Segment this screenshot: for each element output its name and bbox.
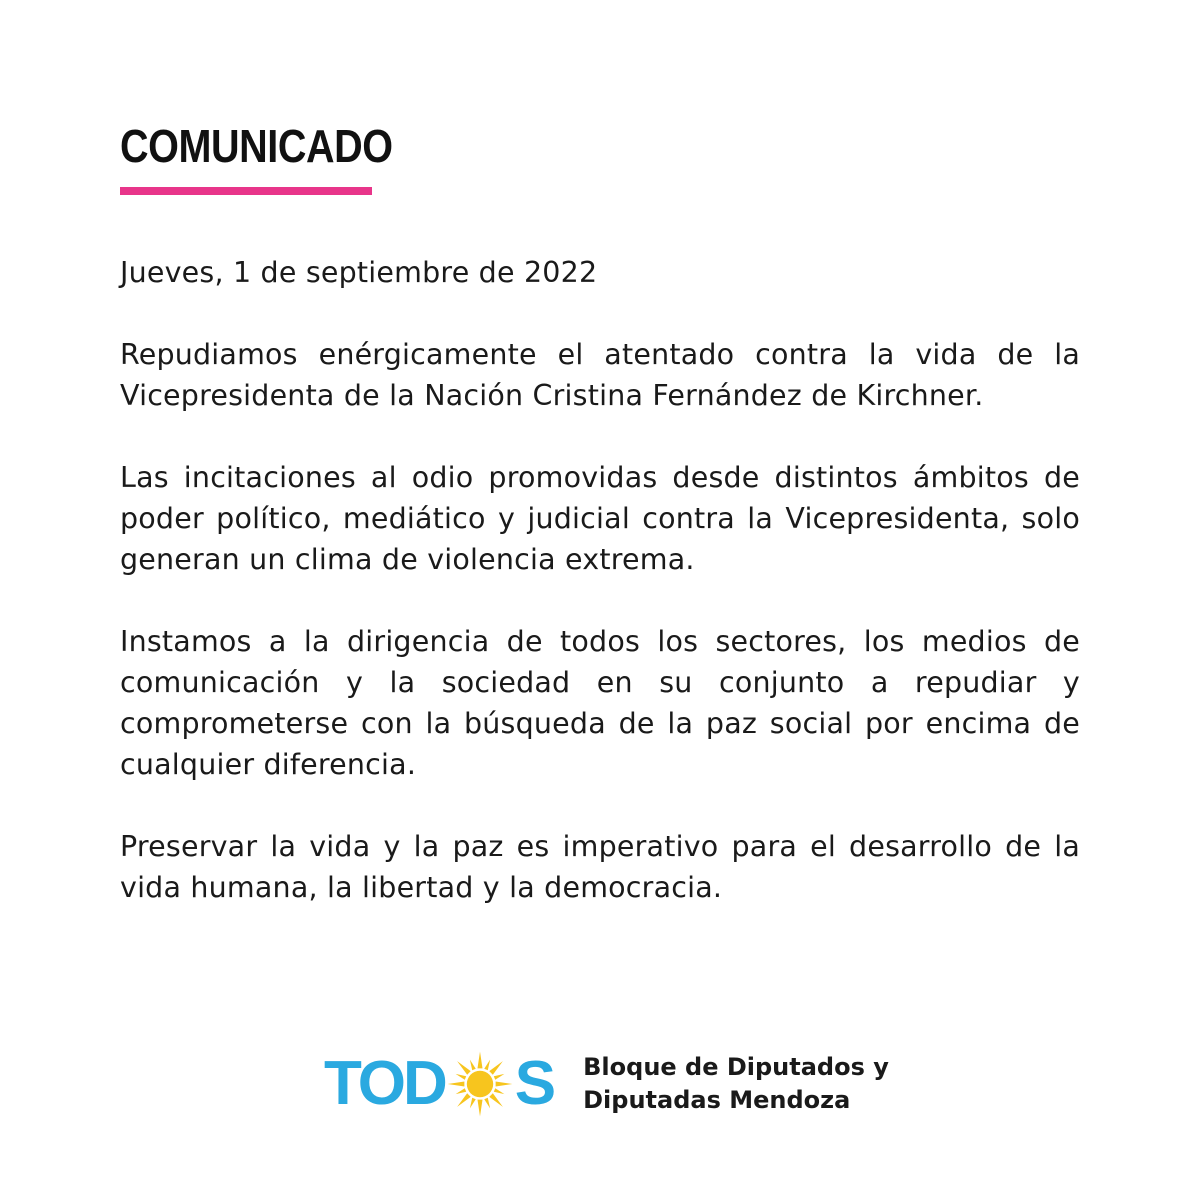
sun-ray	[484, 1098, 490, 1109]
sun-core	[467, 1071, 493, 1097]
sun-ray	[495, 1081, 512, 1086]
statement-paragraph-3: Instamos a la dirigencia de todos los sectores, los medios de comunicación y la sociedad en su conjunto a repudiar y comprometerse con la búsqueda de la paz social por encima de cualquier diferencia.	[120, 625, 1080, 781]
logo-text-right: S	[514, 1049, 554, 1118]
statement-paragraph-2: Las incitaciones al odio promovidas desde distintos ámbitos de poder político, mediático y judicial contra la Vicepresidenta, solo generan un clima de violencia extrema.	[120, 461, 1080, 576]
sun-ray	[470, 1098, 476, 1109]
statement-date: Jueves, 1 de septiembre de 2022	[120, 256, 598, 289]
statement-body	[120, 252, 1080, 949]
sun-ray	[455, 1088, 466, 1094]
footer	[324, 1044, 889, 1124]
sun-ray	[457, 1061, 471, 1075]
sun-ray	[494, 1088, 505, 1094]
sun-ray	[489, 1093, 503, 1107]
organization-line-2: Diputadas Mendoza	[583, 1086, 851, 1114]
sun-ray	[457, 1093, 471, 1107]
page-title: COMUNICADO	[120, 120, 393, 172]
sun-ray	[477, 1100, 482, 1117]
sun-ray	[455, 1074, 466, 1080]
statement-paragraph-1: Repudiamos enérgicamente el atentado contra la vida de la Vicepresidenta de la Nación Cristina Fernández de Kirchner.	[120, 338, 1080, 412]
sun-ray	[470, 1060, 476, 1071]
sun-ray	[477, 1052, 482, 1069]
organization-line-1: Bloque de Diputados y	[583, 1053, 889, 1081]
sun-ray	[484, 1060, 490, 1071]
sun-icon	[447, 1051, 513, 1117]
logo-text-left: TOD	[324, 1049, 445, 1118]
sun-ray	[447, 1081, 464, 1086]
statement-paragraph-4: Preservar la vida y la paz es imperativo para el desarrollo de la vida humana, la libertad y la democracia.	[120, 830, 1080, 904]
sun-ray	[494, 1074, 505, 1080]
organization-name	[583, 1051, 889, 1117]
sun-ray	[489, 1061, 503, 1075]
title-underline	[120, 187, 372, 195]
todos-logo	[324, 1049, 553, 1119]
